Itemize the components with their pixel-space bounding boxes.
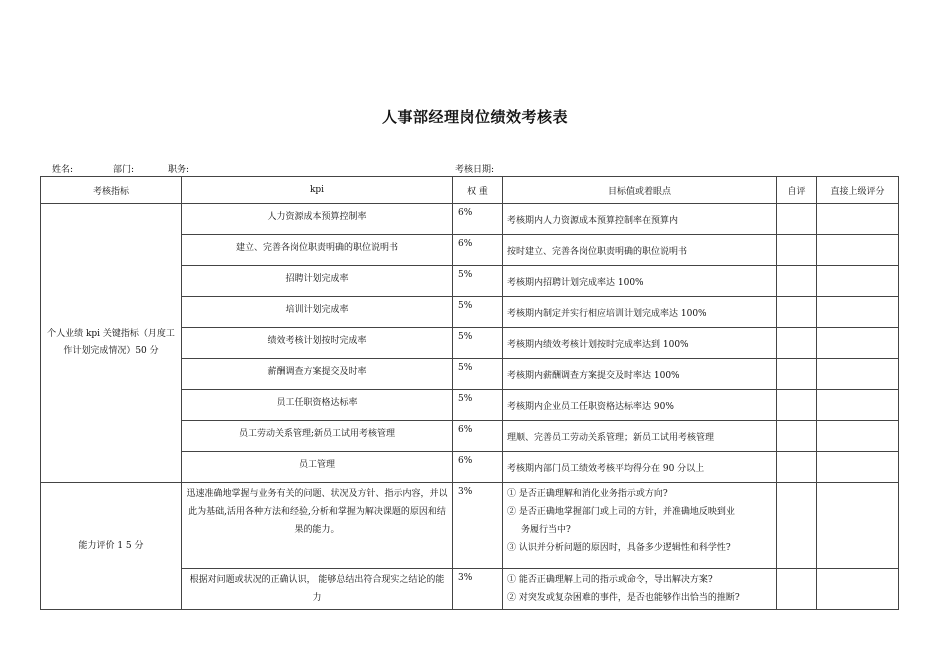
kpi-cell: 薪酬调查方案提交及时率 xyxy=(182,359,453,390)
assessment-date-label: 考核日期: xyxy=(455,165,495,175)
kpi-cell: 培训计划完成率 xyxy=(182,297,453,328)
self-score-cell[interactable] xyxy=(777,569,817,610)
target-cell: 考核期内招聘计划完成率达 100% xyxy=(503,266,777,297)
self-score-cell[interactable] xyxy=(777,235,817,266)
self-score-cell[interactable] xyxy=(777,452,817,483)
target-cell: 考核期内人力资源成本预算控制率在预算内 xyxy=(503,204,777,235)
self-score-cell[interactable] xyxy=(777,297,817,328)
target-cell: 考核期内部门员工绩效考核平均得分在 90 分以上 xyxy=(503,452,777,483)
supervisor-score-cell[interactable] xyxy=(817,390,899,421)
header-target: 目标值或着眼点 xyxy=(503,177,777,204)
kpi-cell: 员工管理 xyxy=(182,452,453,483)
header-weight: 权 重 xyxy=(453,177,503,204)
header-self-score: 自评 xyxy=(777,177,817,204)
self-score-cell[interactable] xyxy=(777,359,817,390)
supervisor-score-cell[interactable] xyxy=(817,297,899,328)
kpi-cell: 员工任职资格达标率 xyxy=(182,390,453,421)
target-point-continued: 务履行当中? xyxy=(521,525,571,535)
table-header-row xyxy=(41,177,899,204)
supervisor-score-cell[interactable] xyxy=(817,421,899,452)
self-score-cell[interactable] xyxy=(777,266,817,297)
self-score-cell[interactable] xyxy=(777,390,817,421)
target-cell: 考核期内薪酬调查方案提交及时率达 100% xyxy=(503,359,777,390)
weight-cell: 6% xyxy=(453,204,503,235)
supervisor-score-cell[interactable] xyxy=(817,569,899,610)
self-score-cell[interactable] xyxy=(777,483,817,569)
target-cell xyxy=(503,569,777,610)
ability-category-cell: 能力评价 1 5 分 xyxy=(41,483,182,610)
target-cell: 考核期内制定并实行相应培训计划完成率达 100% xyxy=(503,297,777,328)
weight-cell: 5% xyxy=(453,297,503,328)
kpi-cell: 人力资源成本预算控制率 xyxy=(182,204,453,235)
ability-cell: 迅速准确地掌握与业务有关的问题、状况及方针、指示内容，并以此为基础,活用各种方法和经验,分析和掌握为解决课题的原因和结果的能力。 xyxy=(182,483,453,569)
supervisor-score-cell[interactable] xyxy=(817,359,899,390)
weight-cell: 5% xyxy=(453,359,503,390)
target-cell xyxy=(503,483,777,569)
weight-cell: 6% xyxy=(453,235,503,266)
table-row xyxy=(41,204,899,235)
kpi-cell: 员工劳动关系管理;新员工试用考核管理 xyxy=(182,421,453,452)
target-cell: 考核期内绩效考核计划按时完成率达到 100% xyxy=(503,328,777,359)
page-title: 人事部经理岗位绩效考核表 xyxy=(381,108,568,126)
kpi-cell: 绩效考核计划按时完成率 xyxy=(182,328,453,359)
header-indicator: 考核指标 xyxy=(41,177,182,204)
header-kpi: kpi xyxy=(182,177,453,204)
name-label: 姓名: xyxy=(52,165,74,175)
supervisor-score-cell[interactable] xyxy=(817,328,899,359)
weight-cell: 5% xyxy=(453,328,503,359)
supervisor-score-cell[interactable] xyxy=(817,266,899,297)
weight-cell: 6% xyxy=(453,452,503,483)
self-score-cell[interactable] xyxy=(777,328,817,359)
performance-table xyxy=(40,176,899,610)
weight-cell: 3% xyxy=(453,569,503,610)
supervisor-score-cell[interactable] xyxy=(817,483,899,569)
supervisor-score-cell[interactable] xyxy=(817,235,899,266)
target-cell: 考核期内企业员工任职资格达标率达 90% xyxy=(503,390,777,421)
ability-cell: 根据对问题或状况的正确认识， 能够总结出符合现实之结论的能力 xyxy=(182,569,453,610)
target-point: ③ 认识并分析问题的原因时，具备多少逻辑性和科学性? xyxy=(507,543,731,553)
target-point: ② 对突发或复杂困难的事件，是否也能够作出恰当的推断? xyxy=(507,593,740,603)
self-score-cell[interactable] xyxy=(777,421,817,452)
position-label: 职务: xyxy=(168,165,190,175)
supervisor-score-cell[interactable] xyxy=(817,452,899,483)
target-cell: 理顺、完善员工劳动关系管理；新员工试用考核管理 xyxy=(503,421,777,452)
table-row xyxy=(41,483,899,569)
weight-cell: 6% xyxy=(453,421,503,452)
target-point: ② 是否正确地掌握部门或上司的方针，并准确地反映到业 xyxy=(507,507,735,517)
kpi-cell: 建立、完善各岗位职责明确的职位说明书 xyxy=(182,235,453,266)
department-label: 部门: xyxy=(113,165,135,175)
weight-cell: 3% xyxy=(453,483,503,569)
kpi-cell: 招聘计划完成率 xyxy=(182,266,453,297)
self-score-cell[interactable] xyxy=(777,204,817,235)
target-point: ① 是否正确理解和消化业务指示或方向? xyxy=(507,489,668,499)
target-point: ① 能否正确理解上司的指示或命令，导出解决方案? xyxy=(507,575,713,585)
weight-cell: 5% xyxy=(453,390,503,421)
supervisor-score-cell[interactable] xyxy=(817,204,899,235)
target-cell: 按时建立、完善各岗位职责明确的职位说明书 xyxy=(503,235,777,266)
header-supervisor-score: 直接上级评分 xyxy=(817,177,899,204)
weight-cell: 5% xyxy=(453,266,503,297)
kpi-category-cell: 个人业绩 kpi 关键指标（月度工作计划完成情况）50 分 xyxy=(41,204,182,483)
